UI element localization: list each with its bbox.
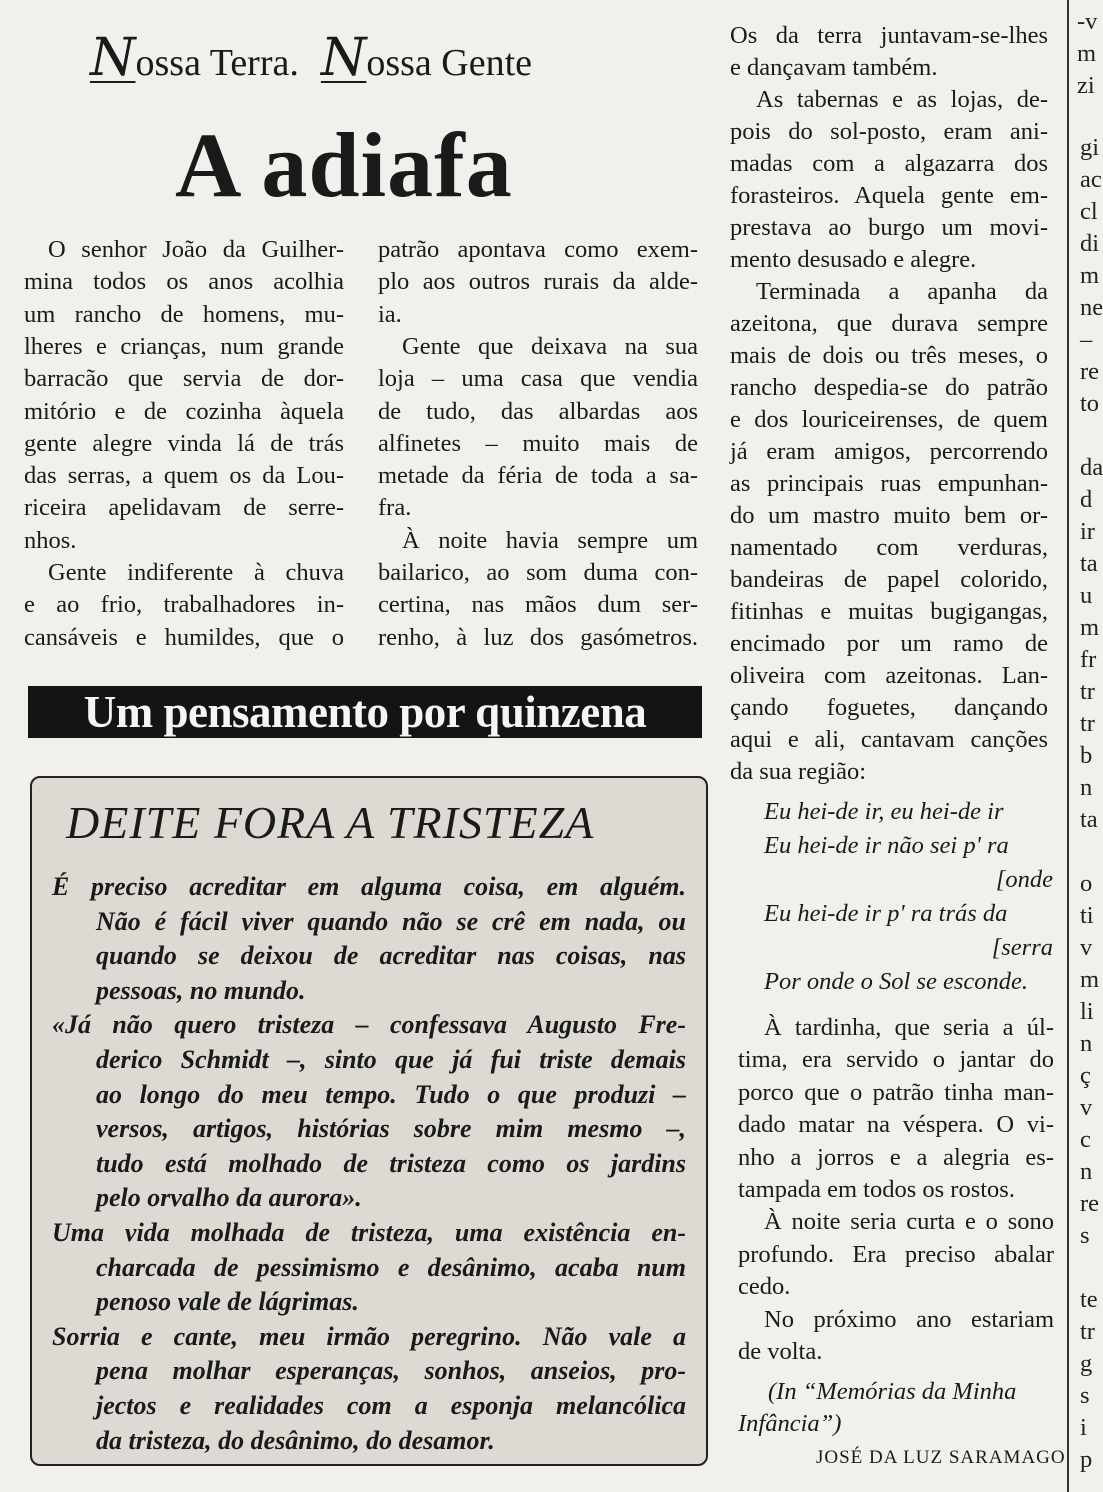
source-line: Infância”) (738, 1410, 842, 1437)
article-line: bailarico, ao som duma con- (378, 559, 698, 586)
article-line: tima, era servido o jantar do (738, 1046, 1054, 1074)
edge-fragment: m (1080, 262, 1100, 289)
thought-line: tudo está molhado de tristeza como os jardins (96, 1148, 686, 1178)
edge-fragment: ti (1080, 902, 1094, 929)
edge-fragment: ir (1080, 518, 1095, 545)
article-line: patrão apontava como exem- (378, 236, 698, 263)
article-line: dado matar na véspera. O vi- (738, 1111, 1054, 1139)
article-line: tampada em todos os rostos. (738, 1176, 1015, 1203)
edge-fragment: zi (1077, 72, 1095, 99)
section-header (90, 28, 532, 88)
edge-fragment: n (1080, 1158, 1093, 1185)
edge-fragment: re (1080, 358, 1100, 385)
edge-fragment: c (1080, 1126, 1091, 1153)
poem-line: Eu hei-de ir p' ra trás da (764, 900, 1008, 927)
thought-line: pena molhar esperanças, sonhos, anseios, pro- (96, 1356, 686, 1386)
article-line: plo aos outros rurais da alde- (378, 268, 698, 296)
edge-fragment: g (1080, 1350, 1093, 1377)
edge-fragment: ac (1080, 166, 1102, 193)
edge-fragment: cl (1080, 198, 1098, 225)
edge-fragment: o (1080, 870, 1093, 897)
section-header-text-2: ossa Gente (366, 42, 533, 84)
edge-fragment: n (1080, 774, 1093, 801)
edge-fragment: b (1080, 742, 1093, 769)
thought-line: pessoas, no mundo. (96, 975, 306, 1005)
article-line: de tudo, das albardas aos (378, 397, 698, 425)
edge-fragment: u (1080, 582, 1093, 609)
article-line: encimado por um ramo de (730, 630, 1048, 657)
article-line: riceira apelidavam de serre- (24, 494, 344, 522)
thought-line: jectos e realidades com a esponja melancólica (96, 1391, 686, 1420)
article-line: da sua região: (730, 758, 867, 785)
thought-line: Não é fácil viver quando não se crê em nada, ou (96, 906, 686, 936)
article-line: mina todos os anos acolhia (24, 268, 344, 296)
thought-line: charcada de pessimismo e desânimo, acaba num (96, 1252, 686, 1282)
article-line: um rancho de homens, mu- (24, 300, 344, 328)
article-line: das serras, a quem os da Lou- (24, 462, 344, 490)
article-line: çando foguetes, dançando (730, 694, 1048, 721)
thought-line: Uma vida molhada de tristeza, uma existência en- (52, 1218, 686, 1247)
edge-fragment: v (1080, 934, 1093, 961)
article-line: Gente que deixava na sua (402, 332, 698, 360)
article-line: rancho despedia-se do patrão (730, 374, 1048, 401)
article-line: certina, nas mãos dum ser- (378, 591, 698, 619)
edge-fragment: tr (1080, 678, 1095, 705)
edge-fragment: s (1080, 1222, 1090, 1249)
article-line: porco que o patrão tinha man- (738, 1078, 1054, 1106)
edge-fragment: tr (1080, 1318, 1095, 1345)
edge-fragment: m (1080, 966, 1100, 993)
article-line: No próximo ano estariam (764, 1305, 1054, 1333)
thought-line: É preciso acreditar em alguma coisa, em alguém. (52, 872, 686, 901)
edge-fragment: -v (1077, 8, 1098, 35)
section-header-initial-2: N (320, 28, 367, 88)
poem-line: [onde (995, 866, 1053, 893)
edge-fragment: ç (1080, 1062, 1091, 1089)
article-line: pois do sol-posto, eram ani- (730, 118, 1048, 145)
edge-fragment: to (1080, 390, 1100, 417)
thought-title: DEITE FORA A TRISTEZA (66, 797, 595, 848)
article-line: renho, à luz dos gasómetros. (378, 623, 698, 651)
source-line: (In “Memórias da Minha (768, 1378, 1017, 1405)
article-line: madas com a algazarra dos (730, 150, 1048, 177)
thought-line: Sorria e cante, meu irmão peregrino. Não vale a (52, 1321, 686, 1351)
edge-fragment: m (1077, 40, 1097, 67)
edge-fragment: d (1080, 486, 1093, 513)
article-line: nho a jorros e a alegria es- (738, 1143, 1054, 1171)
article-line: fitinhas e muitas bugigangas, (730, 598, 1048, 625)
edge-fragment: i (1080, 1414, 1087, 1441)
article-line: de volta. (738, 1338, 823, 1365)
edge-fragment: re (1080, 1190, 1100, 1217)
article-line: mitório e de cozinha àquela (24, 397, 344, 425)
edge-fragment: m (1080, 614, 1100, 641)
author-signature: JOSÉ DA LUZ SARAMAGO (816, 1447, 1066, 1468)
poem-line: [serra (991, 934, 1053, 961)
article-line: azeitona, que durava sempre (730, 310, 1048, 337)
edge-fragment: ta (1080, 550, 1098, 577)
edge-fragment: s (1080, 1382, 1090, 1409)
article-line: À tardinha, que seria a úl- (764, 1014, 1054, 1041)
article-line: e ao frio, trabalhadores in- (24, 591, 344, 619)
article-line: barracão que servia de dor- (24, 365, 344, 393)
edge-fragment: – (1080, 326, 1093, 353)
edge-fragment: da (1080, 454, 1103, 481)
article-line: mento desusado e alegre. (730, 246, 977, 273)
article-line: Os da terra juntavam-se-lhes (730, 22, 1048, 49)
article-line: namentado com verduras, (730, 534, 1048, 561)
article-line: À noite havia sempre um (402, 526, 698, 554)
edge-fragment: ta (1080, 806, 1098, 833)
article-line: À noite seria curta e o sono (764, 1208, 1054, 1236)
article-line: e dançavam também. (730, 54, 938, 81)
article-line: As tabernas e as lojas, de- (756, 86, 1048, 113)
article-line: as principais ruas empunhan- (730, 470, 1048, 497)
article-line: Gente indiferente à chuva (48, 559, 344, 586)
article-line: forasteiros. Aquela gente em- (730, 182, 1048, 209)
article-line: do um mastro muito bem or- (730, 502, 1048, 529)
column-rule (1067, 0, 1069, 1492)
article-line: fra. (378, 494, 412, 522)
article-line: mais de dois ou três meses, o (730, 342, 1048, 369)
poem-line: Eu hei-de ir não sei p' ra (764, 832, 1009, 859)
edge-fragment: gi (1080, 134, 1100, 161)
article-line: alfinetes – muito mais de (378, 429, 698, 457)
thought-banner: Um pensamento por quinzena (28, 686, 702, 738)
thought-line: ao longo do meu tempo. Tudo o que produzi – (96, 1079, 686, 1109)
article-line: e dos louriceirenses, de quem (730, 406, 1048, 433)
edge-fragment: li (1080, 998, 1094, 1025)
article-line: profundo. Era preciso abalar (738, 1240, 1054, 1268)
thought-line: versos, artigos, histórias sobre mim mesmo –, (96, 1114, 686, 1144)
article-line: cansáveis e humildes, que o (24, 623, 344, 651)
section-header-text-1: ossa Terra. (135, 42, 299, 84)
poem-line: Eu hei-de ir, eu hei-de ir (764, 798, 1004, 825)
article-line: cedo. (738, 1273, 791, 1301)
section-header-initial-1: N (90, 28, 136, 88)
edge-fragment: v (1080, 1094, 1093, 1121)
edge-fragment: tr (1080, 710, 1095, 737)
article-line: bandeiras de papel colorido, (730, 566, 1048, 593)
article-line: nhos. (24, 526, 77, 554)
thought-line: pelo orvalho da aurora». (96, 1183, 362, 1213)
thought-line: «Já não quero tristeza – confessava Augusto Fre- (52, 1010, 686, 1040)
thought-line: derico Schmidt –, sinto que já fui triste demais (96, 1045, 686, 1074)
headline: A adiafa (175, 114, 513, 216)
thought-line: da tristeza, do desânimo, do desamor. (96, 1425, 495, 1455)
article-line: Terminada a apanha da (756, 278, 1048, 305)
edge-fragment: di (1080, 230, 1100, 257)
edge-fragment: p (1080, 1446, 1093, 1473)
thought-line: quando se deixou de acreditar nas coisas, nas (96, 941, 686, 971)
edge-fragment: n (1080, 1030, 1093, 1057)
article-line: loja – uma casa que vendia (378, 365, 698, 393)
article-line: O senhor João da Guilher- (48, 236, 344, 263)
thought-line: penoso vale de lágrimas. (96, 1287, 359, 1317)
article-line: prestava ao burgo um movi- (730, 214, 1048, 241)
article-line: oliveira com azeitonas. Lan- (730, 662, 1048, 689)
edge-fragment: fr (1080, 646, 1097, 673)
article-line: já eram amigos, percorrendo (730, 438, 1048, 465)
article-line: aqui e ali, cantavam canções (730, 726, 1048, 753)
article-line: metade da féria de toda a sa- (378, 462, 698, 490)
edge-fragment: te (1080, 1286, 1098, 1313)
article-line: gente alegre vinda lá de trás (24, 429, 344, 457)
article-line: ia. (378, 300, 402, 328)
article-line: lheres e crianças, num grande (24, 332, 344, 360)
poem-line: Por onde o Sol se esconde. (764, 968, 1028, 995)
edge-fragment: ne (1080, 294, 1103, 321)
